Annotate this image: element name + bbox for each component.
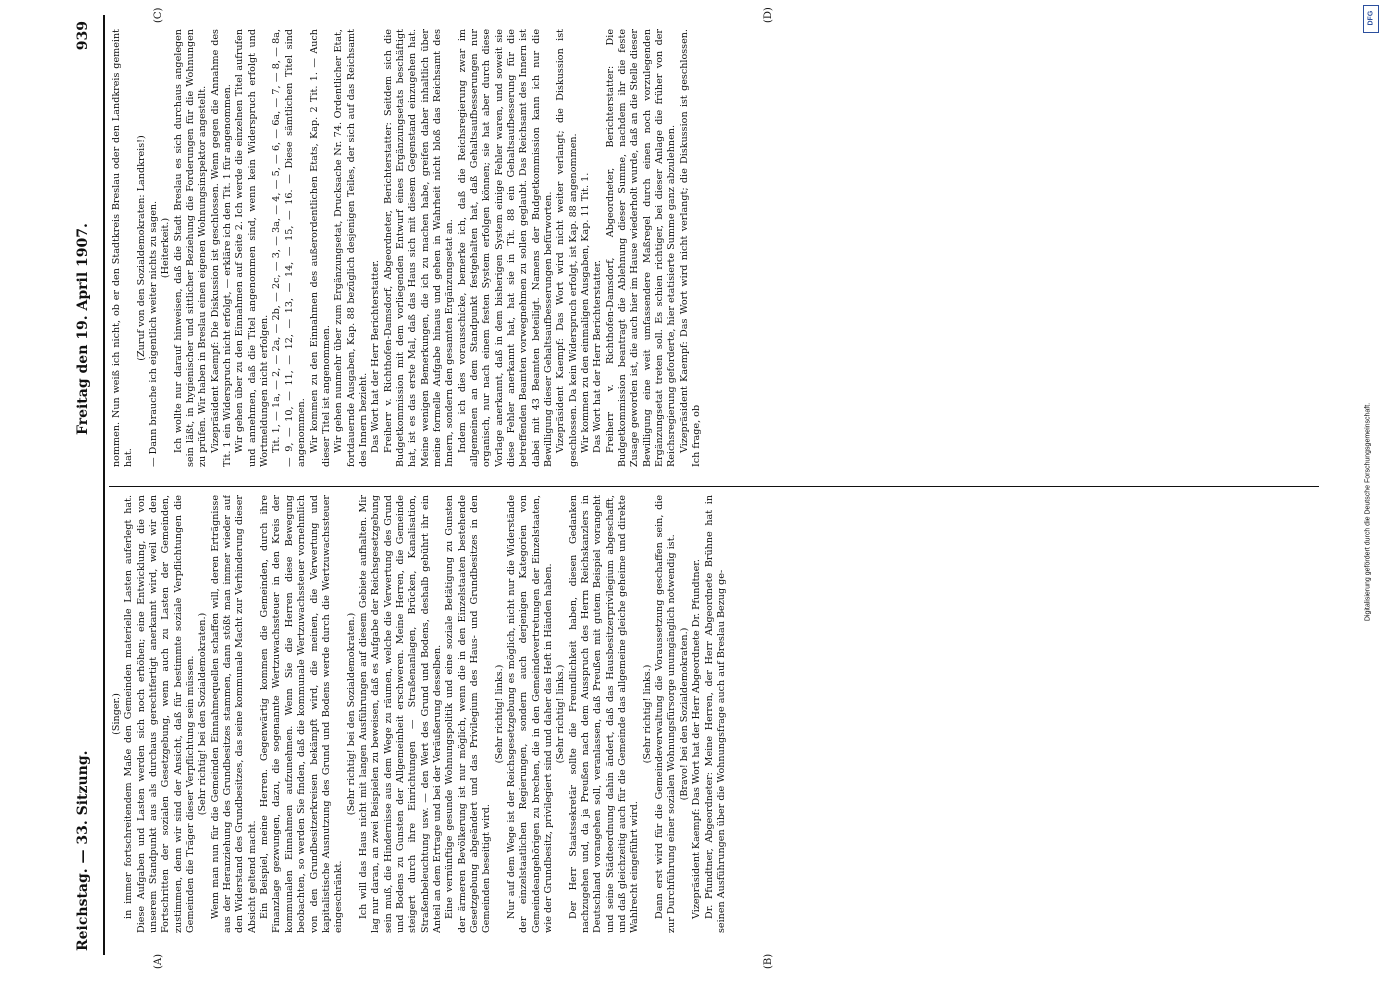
paragraph: Das Wort hat der Herr Berichterstatter.	[370, 260, 382, 453]
paragraph: Wir kommen zu den einmaligen Ausgaben, Kap. 11 Tit. 1.	[580, 172, 592, 453]
header-rule	[103, 15, 105, 955]
paragraph: (Sehr richtig! links.)	[641, 664, 653, 764]
paragraph: Freiherr v. Richthofen-Damsdorf, Abgeordneter, Berichterstatter: Die Budgetkommission beantragt die Ablehnung dieser Summe, nachdem ihr die feste Zusage geworden ist, die auch hier im Hause wiederholt wurde, daß an die Stelle dieser Bewilligung eine weit umfassendere Maßregel durch einen noch vorzulegenden Ergänzungsetat treten soll. Es schien richtiger, bei dieser Anlage die früher von der Reichsregierung geforderte, hier etatisierte Summe ganz abzulehnen.	[604, 29, 678, 467]
paragraph: (Sehr richtig! links.)	[555, 664, 567, 764]
paragraph: nommen. Nun weiß ich nicht, ob er den Stadtkreis Breslau oder den Landkreis gemeint hat.	[111, 29, 135, 467]
paragraph: Wenn man nun für die Gemeinden Einnahmequellen schaffen will, deren Erträgnisse aus der Heranziehung des Grundbesitzes stammen, dann stößt man immer wieder auf den Widerstand des Grundbesitzes, das seine kommunale Macht zur Verhinderung dieser Absicht geltend macht.	[209, 495, 258, 933]
header-left: Reichstag. — 33. Sitzung.	[75, 750, 91, 951]
paragraph: Vizepräsident Kaempf: Die Diskussion ist geschlossen. Wenn gegen die Annahme des Tit. 1 ein Widerspruch nicht erfolgt, — erkläre ich den Tit. 1 für angenommen.	[209, 29, 234, 467]
header-center: Freitag den 19. April 1907.	[75, 223, 91, 435]
paragraph: Vizepräsident Kaempf: Das Wort hat der Herr Abgeordnete Dr. Pfundtner.	[691, 559, 703, 919]
paragraph: Eine vernünftige gesunde Wohnungspolitik und eine soziale Betätigung zu Gunsten der ärmeren Bevölkerung ist nur möglich, wenn die in den Einzelstaaten bestehende Gesetzgebung abgeändert und das Privilegium des Haus- und Grundbesitzes in den Gemeinden beseitigt wird.	[444, 495, 493, 933]
running-header	[75, 15, 101, 955]
paragraph: — Dann brauche ich eigentlich weiter nichts zu sagen.	[148, 200, 160, 467]
paragraph: (Sehr richtig! bei den Sozialdemokraten.)	[197, 612, 209, 816]
paragraph: Der Herr Staatssekretär sollte die Freundlichkeit haben, diesen Gedanken nachzugehen und, da ja Preußen nach dem Ausspruch des Herrn Reichskanzlers in Deutschland vorangehen soll, veranlassen, daß Preußen mit gutem Beispiel vorangeht und seine Städteordnung dahin ändert, daß das Hausbesitzerprivilegium abgeschafft, und daß gleichzeitig auch für die Gemeinde das allgemeine gleiche geheime und direkte Wahlrecht eingeführt wird.	[567, 495, 641, 933]
paragraph: (Heiterkeit.)	[160, 217, 172, 279]
right-column	[111, 29, 1311, 467]
paragraph: Das Wort hat der Herr Berichterstatter.	[592, 260, 604, 453]
paragraph: Vizepräsident Kaempf: Das Wort wird nicht weiter verlangt; die Diskussion ist geschlossen. Da kein Widerspruch erfolgt, ist Kap. 88 angenommen.	[555, 29, 579, 467]
paragraph: in immer fortschreitendem Maße den Gemeinden materielle Lasten auferlegt hat. Diese Aufgaben und Lasten werden sich noch erhöhen; eine Entwicklung, die von unserem Standpunkt aus als durchaus gerechtfertigt anerkannt wird, weil wir den Fortschritten der sozialen Gesetzgebung, wenn auch zu Lasten der Gemeinden, zustimmen, denn wir sind der Ansicht, daß für bestimmte soziale Verpflichtungen die Gemeinden die Träger dieser Verpflichtung sein müssen.	[123, 495, 197, 933]
paragraph: Wir gehen nunmehr über zum Ergänzungsetat, Drucksache Nr. 74. Ordentlicher Etat, fortdauernde Ausgaben, Kap. 88 bezüglich desjenigen Teiles, der sich auf das Reichsamt des Innern bezieht.	[333, 29, 369, 467]
page-number: 939	[75, 21, 91, 51]
paragraph: (Bravo! bei den Sozialdemokraten.)	[678, 627, 690, 801]
paragraph: Wir gehen über zu den Einnahmen auf Seite 2. Ich werde die einzelnen Titel aufrufen und annehmen, daß die Titel angenommen sind, wenn kein Widerspruch erfolgt und Wortmeldungen nicht erfolgen.	[234, 29, 271, 467]
column-divider	[109, 486, 1319, 487]
margin-mark-b: (B)	[763, 953, 774, 969]
paragraph: (Sehr richtig! bei den Sozialdemokraten.)	[345, 612, 357, 816]
paragraph: Wir kommen zu den Einnahmen des außerordentlichen Etats, Kap. 2 Tit. 1. — Auch dieser Titel ist angenommen.	[308, 29, 332, 467]
paragraph: Vizepräsident Kaempf: Das Wort wird nicht verlangt; die Diskussion ist geschlossen. Ich frage, ob	[678, 29, 703, 467]
paragraph: Dr. Pfundtner, Abgeordneter: Meine Herren, der Herr Abgeordnete Brühne hat in seinen Ausführungen über die Wohnungsfrage auch auf Breslau Bezug ge-	[703, 495, 727, 933]
rotated-document-page	[63, 7, 1353, 969]
paragraph: Dann erst wird für die Gemeindeverwaltung die Voraussetzung geschaffen sein, die zur Durchführung einer sozialen Wohnungsfürsorge unumgänglich notwendig ist.	[654, 495, 678, 933]
paragraph: Tit. 1, — 1a, — 2, — 2a, — 2b, — 2c, — 3, — 3a, — 4, — 5, — 6, — 6a, — 7, — 8, — 8a, — 9, — 10, — 11, — 12, — 13, — 14, — 15, — 16. — Diese sämtlichen Titel sind angenommen.	[271, 29, 308, 467]
dfg-logo: DFG	[1363, 5, 1379, 33]
digitization-credit: Digitalisierung gefördert durch die Deutsche Forschungsgemeinschaft.	[1364, 402, 1372, 622]
paragraph: Ich will das Haus nicht mit langen Ausführungen auf diesem Gebiete aufhalten. Mir lag nur daran, an zwei Beispielen zu beweisen, daß es Aufgabe der Reichsgesetzgebung sein muß, die Hindernisse aus dem Wege zu räumen, welche die Verwertung des Grund und Bodens zu Gunsten der Allgemeinheit erschweren. Meine Herren, die Gemeinde steigert durch ihre Einrichtungen — Straßenanlagen, Brücken, Kanalisation, Straßenbeleuchtung usw. — den Wert des Grund und Bodens, deshalb gebührt ihr ein Anteil an dem Ertrage und bei der Veräußerung desselben.	[357, 495, 443, 933]
paragraph: Indem ich dies vorausschicke, bemerke ich, daß die Reichsregierung zwar im allgemeinen an dem Standpunkt festgehalten hat, daß Gehaltsaufbesserungen nur organisch, nur nach einem festen System erfolgen können; sie hat aber durch diese Vorlage anerkannt, daß in dem bisherigen System einige Fehler waren, und soweit sie diese Fehler anerkannt hat, hat sie in Tit. 88 ein Gehaltsaufbesserung für die betreffenden Beamten vorwegnehmen zu sollen geglaubt. Das Reichsamt des Innern ist dabei mit 43 Beamten beteiligt. Namens der Budgetkommission kann ich nur die Bewilligung dieser Gehaltsaufbesserungen befürworten.	[456, 29, 555, 467]
paragraph: Ein Beispiel, meine Herren. Gegenwärtig kommen die Gemeinden, durch ihre Finanzlage gezwungen, dazu, die sogenannte Wertzuwachssteuer in den Kreis der kommunalen Einnahmen aufzunehmen. Wenn Sie die Herren diese Bewegung beobachten, so werden Sie finden, daß die kommunale Wertzuwachssteuer vornehmlich von den Grundbesitzerkreisen bekämpft wird, die meinen, die Verwertung und kapitalistische Ausnutzung des Grund und Bodens werde durch die Wertzuwachssteuer eingeschränkt.	[259, 495, 345, 933]
paragraph: (Zuruf von den Sozialdemokraten: Landkreis!)	[135, 135, 147, 361]
paragraph: Freiherr v. Richthofen-Damsdorf, Abgeordneter, Berichterstatter: Seitdem sich die Budgetkommission mit dem vorliegenden Entwurf eines Ergänzungsetats beschäftigt hat, ist es das erste Mal, daß das Haus sich mit diesem Gegenstand einzugehen hat. Meine wenigen Bemerkungen, die ich zu machen habe, greifen daher inhaltlich über meine formelle Aufgabe hinaus und gehen in Wahrheit nicht bloß das Reichsamt des Innern, sondern den gesamten Ergänzungsetat an.	[382, 29, 456, 467]
margin-mark-a: (A)	[153, 953, 164, 969]
paragraph: (Singer.)	[111, 693, 122, 735]
margin-mark-c: (C)	[153, 7, 164, 23]
paragraph: Nur auf dem Wege ist der Reichsgesetzgebung es möglich, nicht nur die Widerstände der einzelstaatlichen Regierungen, sondern auch derjenigen Kategorien von Gemeindeangehörigen zu brechen, die in den Gemeindevertretungen der Einzelstaaten, wie der Grundbesitz, privilegiert sind und daher das Heft in Händen haben.	[506, 495, 555, 933]
paragraph: Ich wollte nur darauf hinweisen, daß die Stadt Breslau es sich durchaus angelegen sein läßt, in hygienischer und sittlicher Beziehung die Forderungen für die Wohnungen zu prüfen. Wir haben in Breslau einen eigenen Wohnungsinspektor angestellt.	[172, 29, 209, 467]
margin-mark-d: (D)	[763, 7, 774, 23]
left-column	[111, 495, 1311, 933]
paragraph: (Sehr richtig! links.)	[493, 664, 505, 764]
